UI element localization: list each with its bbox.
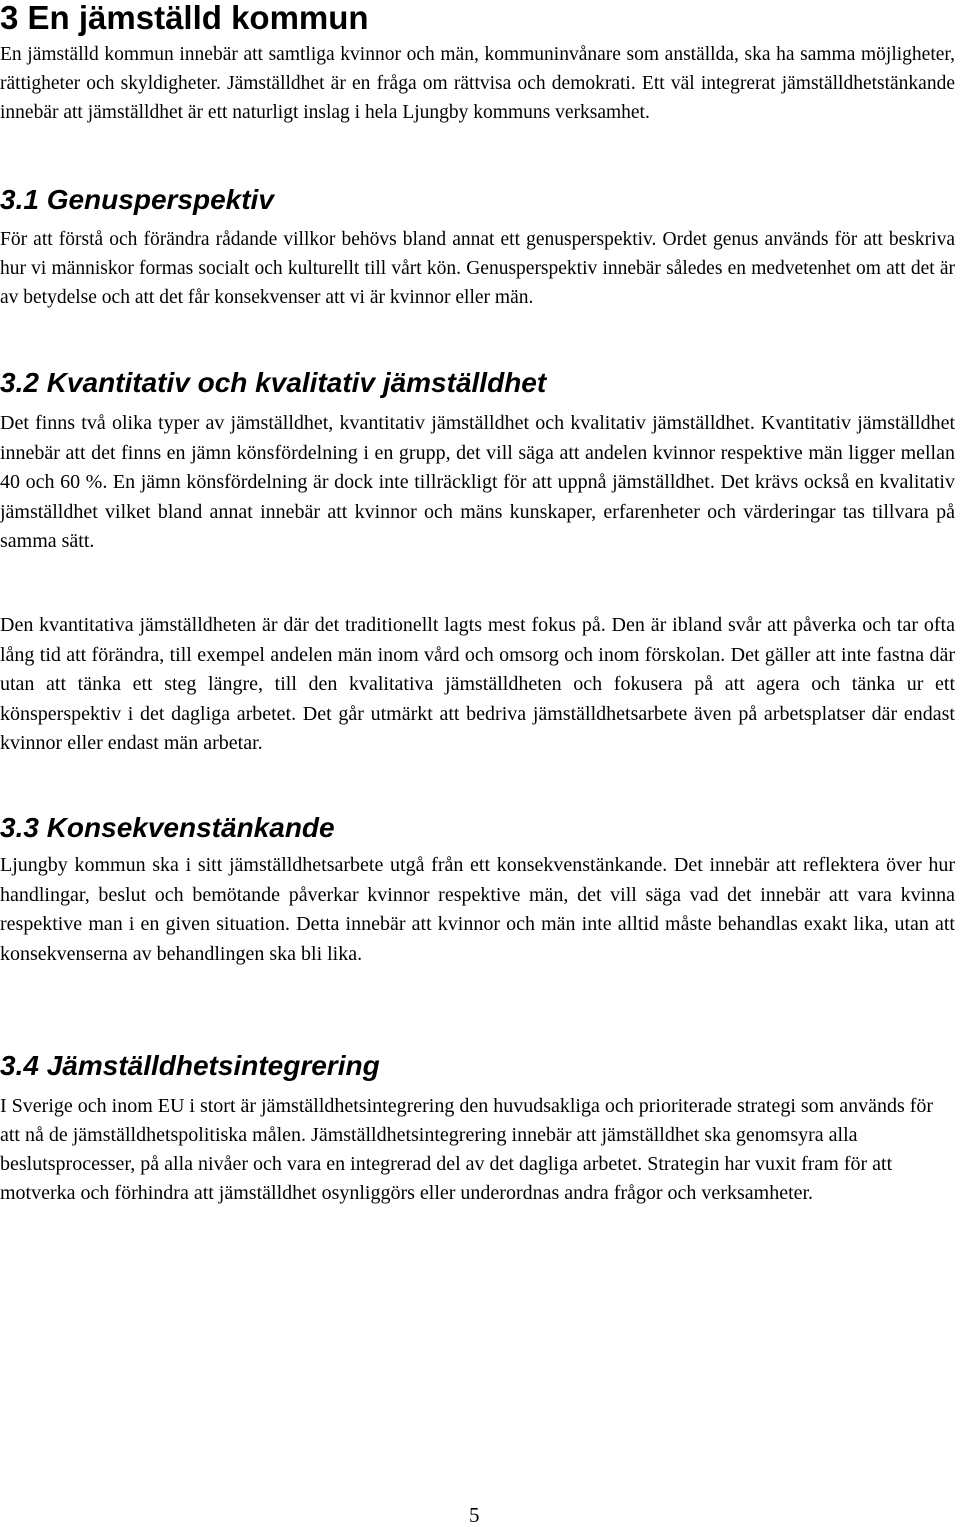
chapter-intro-paragraph: En jämställd kommun innebär att samtliga kvinnor och män, kommuninvånare som anställda, ska ha samma möjligheter, rättigheter och skyldigheter. Jämställdhet är en fråga om rättvisa och demokrati. Ett väl integrerat jämställdhetstänkande innebär att jämställdhet är ett naturligt inslag i hela Ljungby kommuns verksamhet. [0,44,955,123]
section-heading-3-2: 3.2 Kvantitativ och kvalitativ jämställdhet [0,367,547,398]
section-3-4-paragraph: I Sverige och inom EU i stort är jämställdhetsintegrering den huvudsakliga och prioriterade strategi som används för att nå de jämställdhetspolitiska målen. Jämställdhetsintegrering innebär att jämställdhet ska genomsyra alla beslutsprocesser, på alla nivåer och vara en integrerad del av det dagliga arbetet. Strategin har vuxit fram för att motverka och förhindra att jämställdhet osynliggörs eller underordnas andra frågor och verksamheter. [0,1095,934,1204]
page-number: 5 [469,1503,480,1527]
section-3-2-paragraph-2: Den kvantitativa jämställdheten är där det traditionellt lagts mest fokus på. Den är ibland svår att påverka och tar ofta lång tid att förändra, till exempel andelen män inom vård och omsorg och inom förskolan. Det gäller att inte fastna där utan att tänka ett steg längre, till den kvalitativa jämställdheten och fokusera på att agera och tänka ur ett könsperspektiv i det dagliga arbetet. Det går utmärkt att bedriva jämställdhetsarbete även på arbetsplatser där endast kvinnor eller endast män arbetar. [0,614,955,754]
section-heading-3-3: 3.3 Konsekvenstänkande [0,812,335,843]
section-3-2-paragraph-1: Det finns två olika typer av jämställdhet, kvantitativ jämställdhet och kvalitativ jämställdhet. Kvantitativ jämställdhet innebär att det finns en jämn könsfördelning i en grupp, det vill säga att andelen kvinnor respektive män ligger mellan 40 och 60 %. En jämn könsfördelning är dock inte tillräckligt för att uppnå jämställdhet. Det krävs också en kvalitativ jämställdhet vilket bland annat innebär att kvinnor och mäns kunskaper, erfarenheter och värderingar tas tillvara på samma sätt. [0,412,955,552]
chapter-heading: 3 En jämställd kommun [0,0,369,36]
section-3-3-paragraph: Ljungby kommun ska i sitt jämställdhetsarbete utgå från ett konsekvenstänkande. Det innebär att reflektera över hur handlingar, beslut och bemötande påverkar kvinnor respektive män, det vill säga vad det innebär att vara kvinna respektive man i en given situation. Detta innebär att kvinnor och män inte alltid måste behandlas exakt lika, utan att konsekvenserna av behandlingen ska bli lika. [0,854,955,965]
section-3-1-paragraph: För att förstå och förändra rådande villkor behövs bland annat ett genusperspektiv. Ordet genus används för att beskriva hur vi människor formas socialt och kulturellt till vårt kön. Genusperspektiv innebär således en medvetenhet om att det är av betydelse och att det får konsekvenser att vi är kvinnor eller män. [0,229,955,308]
section-heading-3-1: 3.1 Genusperspektiv [0,184,274,215]
section-heading-3-4: 3.4 Jämställdhetsintegrering [0,1050,380,1081]
